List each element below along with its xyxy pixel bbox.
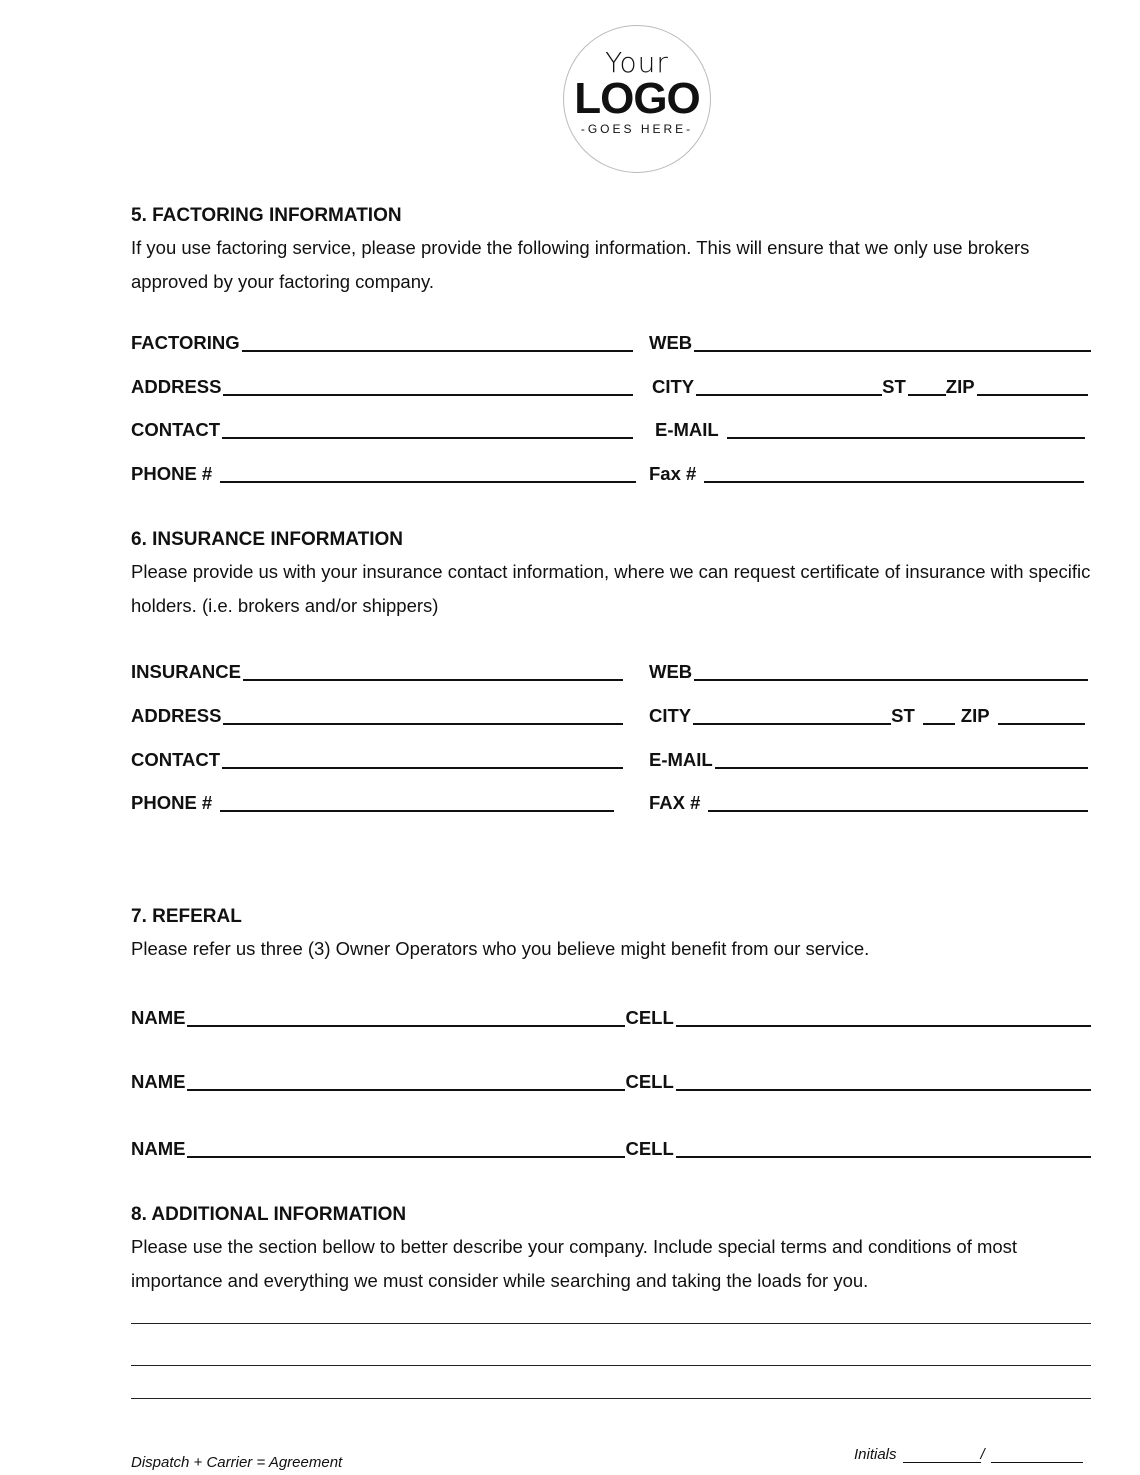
initials-input-2[interactable] bbox=[991, 1462, 1083, 1463]
input-line[interactable] bbox=[223, 723, 623, 725]
zip-label: ZIP bbox=[945, 376, 975, 397]
cell-input[interactable] bbox=[676, 1025, 1091, 1027]
st-input[interactable] bbox=[908, 394, 946, 396]
cell-label: CELL bbox=[625, 1007, 674, 1028]
fax-field[interactable] bbox=[649, 461, 1084, 485]
section-5-title: 5. FACTORING INFORMATION bbox=[131, 205, 402, 226]
input-line[interactable] bbox=[222, 767, 623, 769]
cell-label: CELL bbox=[625, 1138, 674, 1159]
st-input[interactable] bbox=[923, 723, 955, 725]
section-8-title: 8. ADDITIONAL INFORMATION bbox=[131, 1204, 407, 1225]
field-label: PHONE # bbox=[131, 792, 213, 813]
st-label: ST bbox=[882, 376, 906, 397]
field-label: INSURANCE bbox=[131, 661, 241, 682]
factoring-field[interactable] bbox=[131, 330, 633, 354]
field-label: E-MAIL bbox=[655, 419, 719, 440]
initials-label: Initials bbox=[854, 1446, 897, 1463]
initials-input-1[interactable] bbox=[903, 1462, 981, 1463]
name-label: NAME bbox=[131, 1138, 186, 1159]
field-label: FAX # bbox=[649, 792, 701, 813]
city-st-zip-field[interactable] bbox=[652, 374, 1088, 398]
cell-input[interactable] bbox=[676, 1089, 1091, 1091]
email-field[interactable] bbox=[649, 747, 1088, 771]
input-line[interactable] bbox=[715, 767, 1088, 769]
phone-field[interactable] bbox=[131, 461, 636, 485]
fax-field[interactable] bbox=[649, 790, 1088, 814]
logo bbox=[563, 25, 711, 173]
section-6-title: 6. INSURANCE INFORMATION bbox=[131, 529, 403, 550]
section-5-text: If you use factoring service, please provide the following information. This will ensure that we only use brokers approved by your factoring company. bbox=[131, 237, 1030, 292]
additional-info-line[interactable] bbox=[131, 1365, 1091, 1366]
input-line[interactable] bbox=[694, 350, 1091, 352]
zip-label: ZIP bbox=[960, 705, 990, 726]
field-label: WEB bbox=[649, 332, 693, 353]
referral-row[interactable] bbox=[131, 1136, 1091, 1160]
field-label: E-MAIL bbox=[649, 749, 713, 770]
field-label: CONTACT bbox=[131, 749, 221, 770]
city-label: CITY bbox=[649, 705, 692, 726]
input-line[interactable] bbox=[220, 481, 636, 483]
contact-field[interactable] bbox=[131, 747, 623, 771]
logo-line2: LOGO bbox=[574, 74, 700, 123]
field-label: PHONE # bbox=[131, 463, 213, 484]
phone-field[interactable] bbox=[131, 790, 614, 814]
city-input[interactable] bbox=[693, 723, 891, 725]
additional-info-line[interactable] bbox=[131, 1398, 1091, 1399]
zip-input[interactable] bbox=[998, 723, 1085, 725]
web-field[interactable] bbox=[649, 330, 1091, 354]
input-line[interactable] bbox=[220, 810, 614, 812]
city-st-zip-field[interactable] bbox=[649, 703, 1085, 727]
input-line[interactable] bbox=[223, 394, 633, 396]
input-line[interactable] bbox=[708, 810, 1088, 812]
input-line[interactable] bbox=[694, 679, 1088, 681]
zip-input[interactable] bbox=[977, 394, 1088, 396]
address-field[interactable] bbox=[131, 374, 633, 398]
cell-label: CELL bbox=[625, 1071, 674, 1092]
field-label: WEB bbox=[649, 661, 693, 682]
field-label: FACTORING bbox=[131, 332, 240, 353]
contact-field[interactable] bbox=[131, 417, 633, 441]
address-field[interactable] bbox=[131, 703, 623, 727]
section-8-text: Please use the section bellow to better describe your company. Include special terms and conditions of most importance and everything we must consider while searching and taking the loads for you. bbox=[131, 1236, 1018, 1291]
input-line[interactable] bbox=[222, 437, 633, 439]
logo-line3: -GOES HERE- bbox=[580, 122, 694, 136]
field-label: CONTACT bbox=[131, 419, 221, 440]
input-line[interactable] bbox=[704, 481, 1084, 483]
web-field[interactable] bbox=[649, 659, 1088, 683]
field-label: ADDRESS bbox=[131, 376, 222, 397]
name-label: NAME bbox=[131, 1071, 186, 1092]
input-line[interactable] bbox=[243, 679, 623, 681]
name-input[interactable] bbox=[187, 1156, 625, 1158]
field-label: ADDRESS bbox=[131, 705, 222, 726]
initials-separator: / bbox=[980, 1446, 985, 1463]
section-6-text: Please provide us with your insurance contact information, where we can request certificate of insurance with specific holders. (i.e. brokers and/or shippers) bbox=[131, 561, 1091, 616]
referral-row[interactable] bbox=[131, 1005, 1091, 1029]
name-input[interactable] bbox=[187, 1089, 625, 1091]
section-7-title: 7. REFERAL bbox=[131, 906, 242, 927]
additional-info-line[interactable] bbox=[131, 1323, 1091, 1324]
input-line[interactable] bbox=[727, 437, 1085, 439]
referral-row[interactable] bbox=[131, 1069, 1091, 1093]
logo-line1: Your bbox=[605, 46, 669, 79]
city-label: CITY bbox=[652, 376, 695, 397]
email-field[interactable] bbox=[655, 417, 1085, 441]
footer-tagline: Dispatch + Carrier = Agreement bbox=[131, 1454, 343, 1471]
insurance-field[interactable] bbox=[131, 659, 623, 683]
field-label: Fax # bbox=[649, 463, 697, 484]
name-input[interactable] bbox=[187, 1025, 625, 1027]
cell-input[interactable] bbox=[676, 1156, 1091, 1158]
city-input[interactable] bbox=[696, 394, 882, 396]
section-7-text: Please refer us three (3) Owner Operators who you believe might benefit from our service. bbox=[131, 938, 870, 959]
st-label: ST bbox=[891, 705, 915, 726]
input-line[interactable] bbox=[242, 350, 633, 352]
initials-field[interactable] bbox=[854, 1446, 1094, 1463]
name-label: NAME bbox=[131, 1007, 186, 1028]
